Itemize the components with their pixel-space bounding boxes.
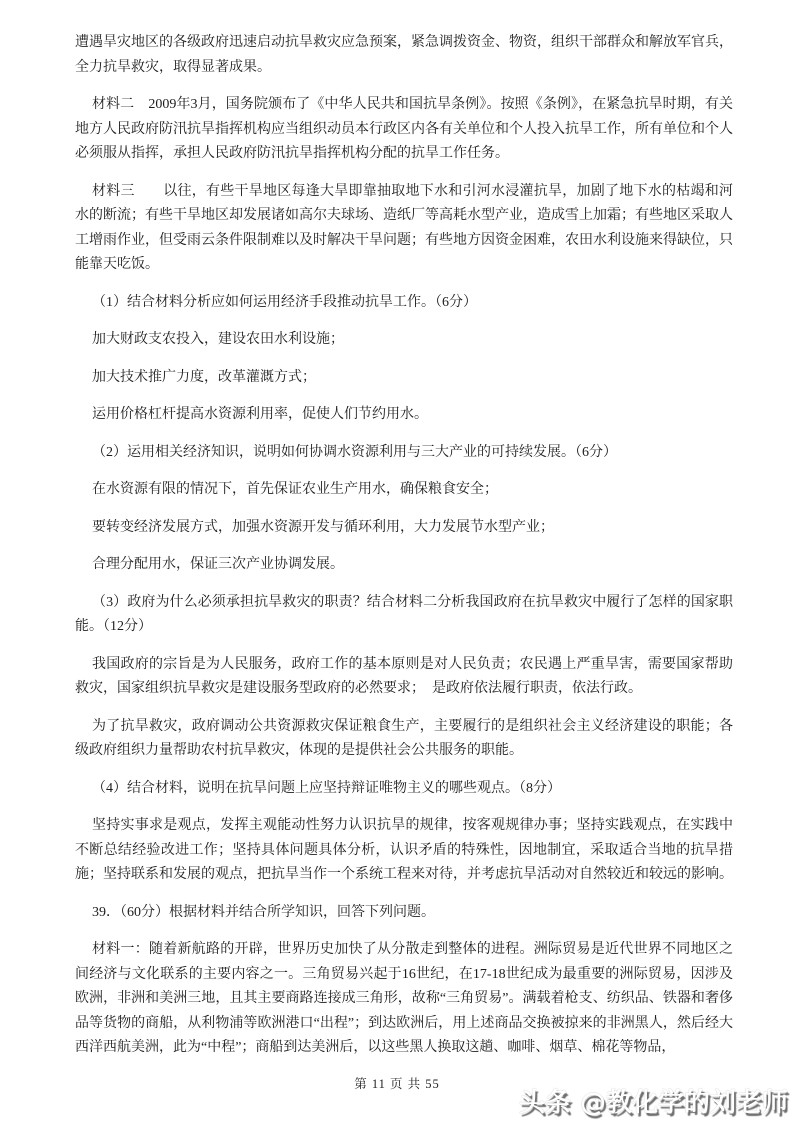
question-39-header: 39．（60分）根据材料并结合所学知识，回答下列问题。 [92,904,435,920]
paragraph-material-2: 材料二 2009年3月，国务院颁布了《中华人民共和国抗旱条例》。按照《条例》，在紧急抗旱时期，有关地方人民政府防汛抗旱指挥机构应当组织动员本行政区内各有关单位和个人投入抗旱工作，所有单位和个人必须服从指挥，承担人民政府防汛抗旱指挥机构分配的抗旱工作任务。 [75,97,733,161]
watermark: 头条 @教化学的刘老师 [518,1088,788,1118]
answer-1-line-3: 运用价格杠杆提高水资源利用率，促使人们节约用水。 [92,407,428,422]
answer-2-line-3: 合理分配用水，保证三次产业协调发展。 [92,557,344,572]
answer-2-line-1: 在水资源有限的情况下，首先保证农业生产用水，确保粮食安全； [92,482,498,497]
question-3: （3）政府为什么必须承担抗旱救灾的职责？结合材料二分析我国政府在抗旱救灾中履行了怎样的国家职能。（12分） [75,594,733,634]
answer-3-part-2: 为了抗旱救灾，政府调动公共资源救灾保证粮食生产，主要履行的是组织社会主义经济建设的职能；各级政府组织力量帮助农村抗旱救灾，体现的是提供社会公共服务的职能。 [75,718,733,758]
answer-1-line-2: 加大技术推广力度，改革灌溉方式； [92,369,316,385]
answer-1-line-1: 加大财政支农投入，建设农田水利设施； [92,332,344,347]
answer-3-part-1: 我国政府的宗旨是为人民服务，政府工作的基本原则是对人民负责；农民遇上严重旱害，需要国家帮助救灾，国家组织抗旱救灾是建设服务型政府的必然要求； 是政府依法履行职责，依法行政。 [75,656,733,696]
document-body [75,31,733,1074]
paragraph-material-3: 材料三 以往，有些干旱地区每逢大旱即靠抽取地下水和引河水浸灌抗旱，加剧了地下水的枯竭和河水的断流；有些干旱地区却发展诸如高尔夫球场、造纸厂等高耗水型产业，造成雪上加霜；有些地区采取人工增雨作业，但受雨云条件限制难以及时解决干旱问题；有些地方因资金困难，农田水利设施来得缺位，只能靠天吃饭。 [75,183,733,272]
question-1: （1）结合材料分析应如何运用经济手段推动抗旱工作。（6分） [92,294,477,310]
answer-4: 坚持实事求是观点，发挥主观能动性努力认识抗旱的规律，按客观规律办事；坚持实践观点，在实践中不断总结经验改进工作；坚持具体问题具体分析，认识矛盾的特殊性，因地制宜，采取适合当地的抗旱措施；坚持联系和发展的观点，把抗旱当作一个系统工程来对待，并考虑抗旱活动对自然较近和较远的影响。 [75,818,733,882]
question-2: （2）运用相关经济知识，说明如何协调水资源利用与三大产业的可持续发展。（6分） [92,444,617,460]
question-4: （4）结合材料，说明在抗旱问题上应坚持辩证唯物主义的哪些观点。（8分） [92,780,561,796]
page-number-label: 第 11 页 共 55 [354,1077,440,1091]
answer-2-line-2: 要转变经济发展方式，加强水资源开发与循环利用，大力发展节水型产业； [92,519,554,535]
paragraph-continuation: 遭遇旱灾地区的各级政府迅速启动抗旱救灾应急预案，紧急调拨资金、物资，组织干部群众和解放军官兵，全力抗旱救灾，取得显著成果。 [75,35,733,75]
paragraph-material-1-q39: 材料一：随着新航路的开辟，世界历史加快了从分散走到整体的进程。洲际贸易是近代世界不同地区之间经济与文化联系的主要内容之一。三角贸易兴起于16世纪，在17-18世纪成为最重要的洲际贸易，因涉及欧洲，非洲和美洲三地，且其主要商路连接成三角形，故称“三角贸易”。满载着枪支、纺织品、铁器和奢侈品等货物的商船，从利物浦等欧洲港口“出程”；到达欧洲后，用上述商品交换被掠来的非洲黑人，然后经大西洋西航美洲，此为“中程”；商船到达美洲后，以这些黑人换取这趟、咖啡、烟草、棉花等物品， [75,942,733,1055]
